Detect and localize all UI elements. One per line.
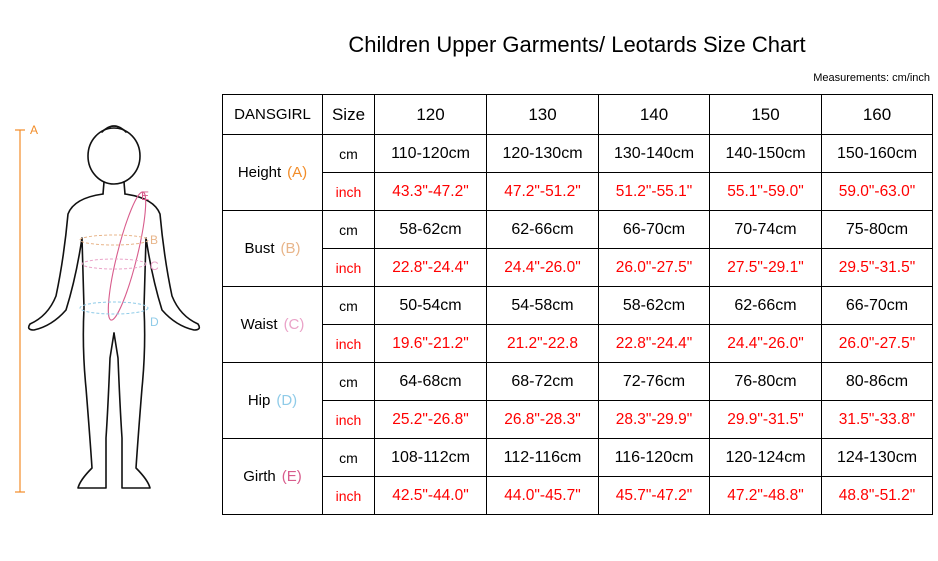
measurement-name: Waist [240, 316, 278, 333]
cm-value-cell: 54-58cm [487, 287, 599, 325]
measurement-letter: (C) [283, 316, 305, 333]
size-header: 160 [822, 95, 933, 135]
inch-value-cell: 42.5"-44.0" [375, 477, 487, 515]
inch-value-cell: 47.2"-51.2" [487, 173, 599, 211]
measurement-name-cell [223, 439, 323, 515]
measurement-row-inch [223, 477, 933, 515]
cm-value-cell: 70-74cm [710, 211, 822, 249]
cm-value-cell: 66-70cm [599, 211, 710, 249]
measurement-row-cm [223, 439, 933, 477]
unit-inch-label: inch [323, 477, 375, 515]
cm-value-cell: 64-68cm [375, 363, 487, 401]
measurement-letter: (E) [281, 468, 302, 485]
measurement-row-inch [223, 401, 933, 439]
measurement-name-cell [223, 287, 323, 363]
measurement-name: Bust [244, 240, 275, 257]
cm-value-cell: 58-62cm [375, 211, 487, 249]
size-header: 120 [375, 95, 487, 135]
cm-value-cell: 112-116cm [487, 439, 599, 477]
brand-cell: DANSGIRL [223, 95, 323, 135]
body-figure-illustration [10, 118, 210, 508]
measurement-name: Height [237, 164, 282, 181]
inch-value-cell: 29.5"-31.5" [822, 249, 933, 287]
size-label-cell: Size [323, 95, 375, 135]
figure-label-d: D [150, 315, 159, 329]
bust-marker-b [80, 235, 148, 245]
inch-value-cell: 24.4"-26.0" [487, 249, 599, 287]
inch-value-cell: 26.0"-27.5" [822, 325, 933, 363]
cm-value-cell: 62-66cm [487, 211, 599, 249]
measurement-name: Girth [243, 468, 276, 485]
cm-value-cell: 124-130cm [822, 439, 933, 477]
inch-value-cell: 31.5"-33.8" [822, 401, 933, 439]
cm-value-cell: 120-130cm [487, 135, 599, 173]
cm-value-cell: 58-62cm [599, 287, 710, 325]
measurement-letter: (A) [287, 164, 308, 181]
measurement-name-cell [223, 211, 323, 287]
unit-cm-label: cm [323, 439, 375, 477]
inch-value-cell: 27.5"-29.1" [710, 249, 822, 287]
unit-cm-label: cm [323, 363, 375, 401]
measurement-row-inch [223, 173, 933, 211]
measurement-row-inch [223, 249, 933, 287]
inch-value-cell: 28.3"-29.9" [599, 401, 710, 439]
figure-label-b: B [150, 233, 159, 247]
inch-value-cell: 47.2"-48.8" [710, 477, 822, 515]
inch-value-cell: 51.2"-55.1" [599, 173, 710, 211]
units-note: Measurements: cm/inch [813, 72, 930, 84]
inch-value-cell: 26.8"-28.3" [487, 401, 599, 439]
chart-title: Children Upper Garments/ Leotards Size Chart [348, 32, 806, 57]
inch-value-cell: 22.8"-24.4" [599, 325, 710, 363]
inch-value-cell: 29.9"-31.5" [710, 401, 822, 439]
cm-value-cell: 108-112cm [375, 439, 487, 477]
unit-cm-label: cm [323, 287, 375, 325]
hip-marker-d [80, 302, 148, 314]
inch-value-cell: 25.2"-26.8" [375, 401, 487, 439]
size-header: 130 [487, 95, 599, 135]
measurement-letter: (B) [280, 240, 301, 257]
cm-value-cell: 76-80cm [710, 363, 822, 401]
measurement-row-cm [223, 363, 933, 401]
inch-value-cell: 43.3"-47.2" [375, 173, 487, 211]
unit-inch-label: inch [323, 401, 375, 439]
cm-value-cell: 80-86cm [822, 363, 933, 401]
cm-value-cell: 130-140cm [599, 135, 710, 173]
unit-cm-label: cm [323, 211, 375, 249]
cm-value-cell: 62-66cm [710, 287, 822, 325]
measurement-name-cell [223, 135, 323, 211]
unit-inch-label: inch [323, 249, 375, 287]
inch-value-cell: 55.1"-59.0" [710, 173, 822, 211]
measurement-letter: (D) [276, 392, 298, 409]
cm-value-cell: 68-72cm [487, 363, 599, 401]
inch-value-cell: 19.6"-21.2" [375, 325, 487, 363]
cm-value-cell: 75-80cm [822, 211, 933, 249]
inch-value-cell: 44.0"-45.7" [487, 477, 599, 515]
cm-value-cell: 72-76cm [599, 363, 710, 401]
inch-value-cell: 45.7"-47.2" [599, 477, 710, 515]
figure-label-c: C [150, 259, 159, 273]
size-chart-table [222, 94, 933, 515]
inch-value-cell: 26.0"-27.5" [599, 249, 710, 287]
inch-value-cell: 21.2"-22.8 [487, 325, 599, 363]
inch-value-cell: 22.8"-24.4" [375, 249, 487, 287]
inch-value-cell: 59.0"-63.0" [822, 173, 933, 211]
size-header: 140 [599, 95, 710, 135]
figure-label-a: A [30, 123, 39, 137]
cm-value-cell: 140-150cm [710, 135, 822, 173]
unit-cm-label: cm [323, 135, 375, 173]
cm-value-cell: 116-120cm [599, 439, 710, 477]
inch-value-cell: 24.4"-26.0" [710, 325, 822, 363]
cm-value-cell: 150-160cm [822, 135, 933, 173]
header-row [223, 95, 933, 135]
cm-value-cell: 110-120cm [375, 135, 487, 173]
cm-value-cell: 50-54cm [375, 287, 487, 325]
unit-inch-label: inch [323, 325, 375, 363]
inch-value-cell: 48.8"-51.2" [822, 477, 933, 515]
measurement-name-cell [223, 363, 323, 439]
figure-label-e: E [141, 189, 150, 203]
size-header: 150 [710, 95, 822, 135]
measurement-row-cm [223, 211, 933, 249]
measurement-name: Hip [247, 392, 271, 409]
cm-value-cell: 66-70cm [822, 287, 933, 325]
measurement-row-cm [223, 135, 933, 173]
measurement-row-cm [223, 287, 933, 325]
measurement-row-inch [223, 325, 933, 363]
unit-inch-label: inch [323, 173, 375, 211]
cm-value-cell: 120-124cm [710, 439, 822, 477]
